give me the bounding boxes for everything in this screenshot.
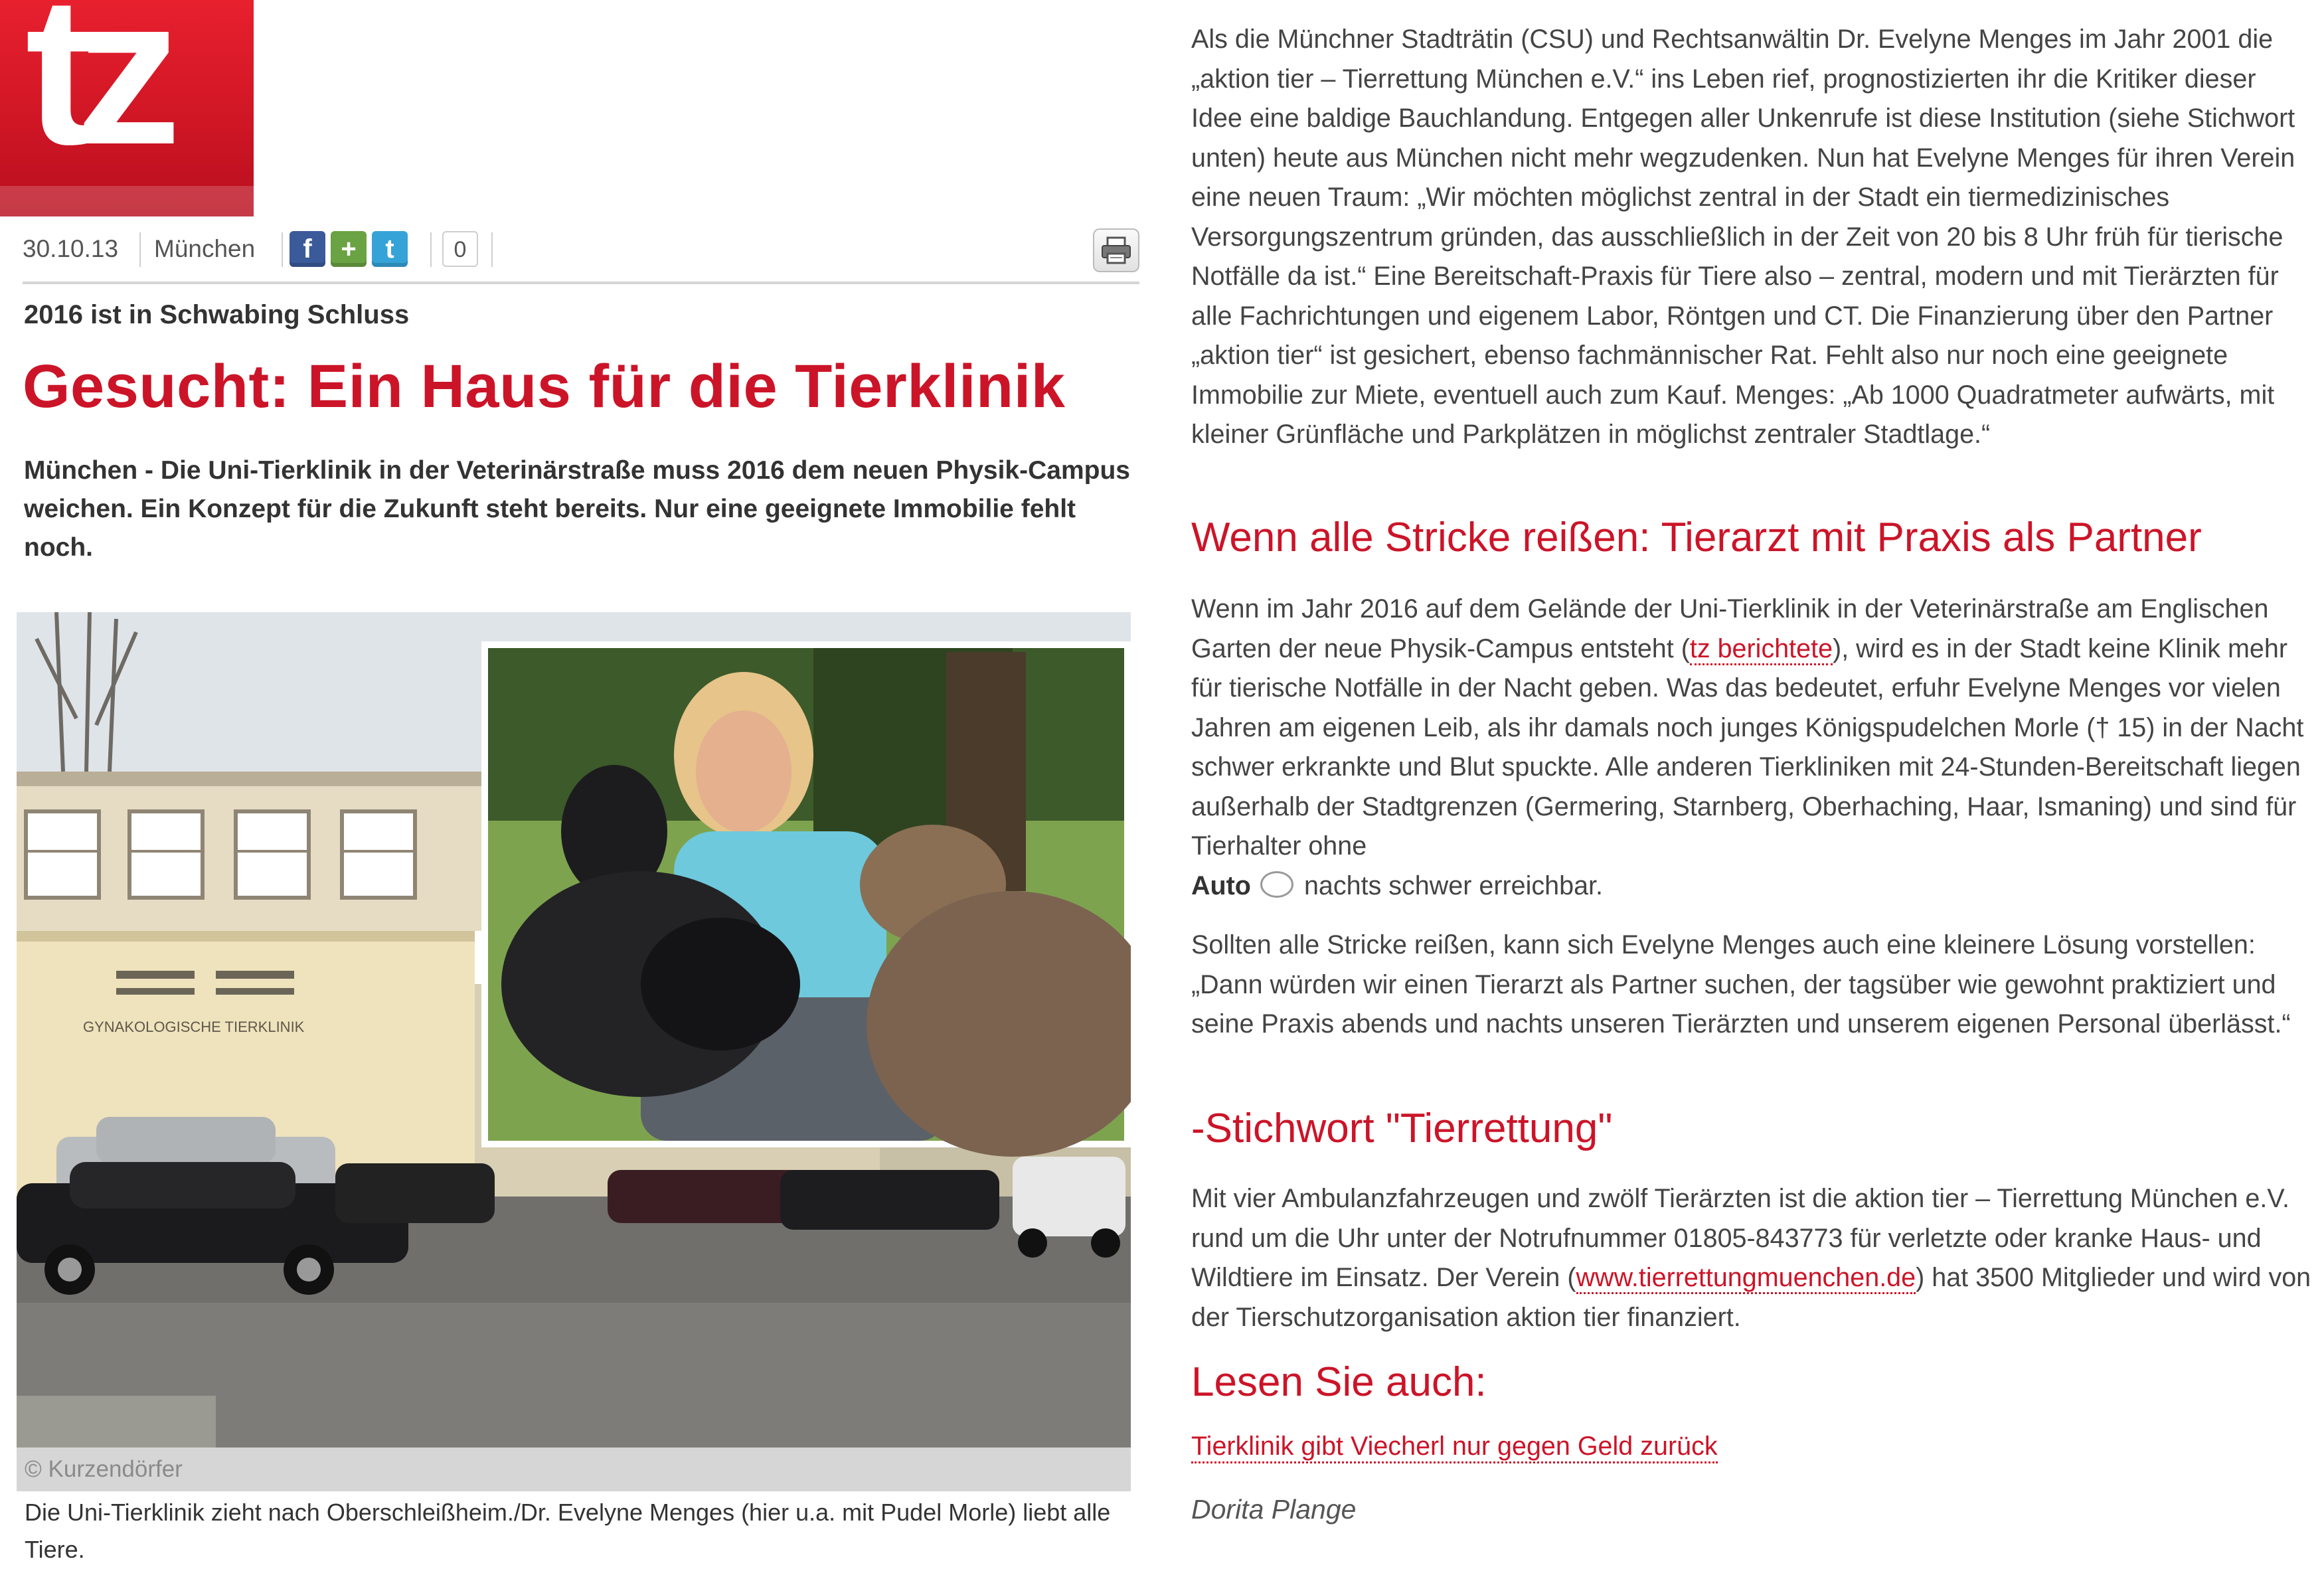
- article-photo[interactable]: [17, 612, 1131, 1448]
- paragraph-text: Wenn im Jahr 2016 auf dem Gelände der Uni-Tierklinik in der Veterinärstraße am Englischen Garten der neue Physik-Campus entsteht (: [1191, 594, 2269, 663]
- meta-divider: [430, 232, 432, 267]
- meta-divider: [282, 232, 283, 267]
- inset-portrait-photo: [488, 648, 1131, 1157]
- tz-berichtete-link[interactable]: tz berichtete: [1690, 634, 1833, 665]
- logo-text: tz: [25, 0, 161, 189]
- paragraph-text: ) hat 3500 Mitglieder und wird von der Tierschutzorganisation aktion tier finanziert.: [1191, 1263, 2311, 1332]
- photo-credit: © Kurzendörfer: [17, 1448, 1131, 1491]
- subheading: Wenn alle Stricke reißen: Tierarzt mit Praxis als Partner: [1191, 515, 2202, 560]
- meta-divider: [139, 232, 141, 267]
- article-author: Dorita Plange: [1191, 1494, 1357, 1525]
- tierrettung-website-link[interactable]: www.tierrettungmuenchen.de: [1576, 1263, 1916, 1294]
- printer-icon: [1094, 230, 1138, 271]
- article-location: München: [154, 235, 256, 262]
- subheading: Lesen Sie auch:: [1191, 1359, 1487, 1405]
- paragraph-text: nachts schwer erreichbar.: [1303, 870, 1604, 900]
- article-date: 30.10.13: [23, 235, 119, 262]
- article-meta-bar: [23, 226, 1139, 284]
- body-paragraph: Sollten alle Stricke reißen, kann sich Evelyne Menges auch eine kleinere Lösung vorstellen: „Dann würden wir einen Tierarzt als Partner suchen, der tagsüber wie gewohnt praktiziert und seine Praxis abends und nachts unseren Tierärzten und unserem eigenen Personal überlässt.“: [1191, 930, 2291, 1038]
- subheading: -Stichwort "Tierrettung": [1191, 1106, 1613, 1151]
- paragraph-text: Mit vier Ambulanzfahrzeugen und zwölf Tierärzten ist die aktion tier – Tierrettung München e.V. rund um die Uhr unter der Notrufnummer 01805-843773 für verletzte oder kranke Haus- und Wildtiere im Einsatz. Der Verein (: [1191, 1184, 2290, 1292]
- tz-logo[interactable]: [0, 0, 254, 216]
- keyword-info-icon[interactable]: [1260, 871, 1293, 898]
- print-button[interactable]: [1093, 228, 1139, 272]
- logo-shade: [0, 186, 254, 216]
- body-paragraph: [1191, 590, 2313, 906]
- auto-keyword[interactable]: Auto: [1191, 870, 1251, 900]
- google-plus-icon[interactable]: +: [331, 231, 367, 267]
- building-sign-text: GYNAKOLOGISCHE TIERKLINIK: [83, 1019, 305, 1035]
- twitter-icon[interactable]: t: [372, 231, 408, 267]
- paragraph-text: ), wird es in der Stadt keine Klinik mehr für tierische Notfälle in der Nacht geben. Was das bedeutet, erfuhr Evelyne Menges vor vielen Jahren am eigenen Leib, als ihr damals noch junges Königspudelchen Morle († 15) in der Nacht schwer erkrankte und Blut spuckte. Alle anderen Tierkliniken mit 24-Stunden-Bereitschaft liegen außerhalb der Stadtgrenzen (Germering, Starnberg, Oberhaching, Haar, Ismaning) und sind für Tierhalter ohne: [1191, 633, 2304, 861]
- related-article-link[interactable]: Tierklinik gibt Viecherl nur gegen Geld zurück: [1191, 1432, 1718, 1463]
- body-paragraph: [1191, 1179, 2313, 1337]
- article-teaser: München - Die Uni-Tierklinik in der Veterinärstraße muss 2016 dem neuen Physik-Campus weichen. Ein Konzept für die Zukunft steht bereits. Nur eine geeignete Immobilie fehlt noch.: [24, 456, 1130, 562]
- photo-caption: Die Uni-Tierklinik zieht nach Oberschleißheim./Dr. Evelyne Menges (hier u.a. mit Pudel Morle) liebt alle Tiere.: [25, 1499, 1111, 1563]
- article-kicker: 2016 ist in Schwabing Schluss: [24, 300, 410, 329]
- share-count-badge: 0: [442, 231, 478, 267]
- meta-divider: [491, 232, 493, 267]
- article-headline: Gesucht: Ein Haus für die Tierklinik: [23, 353, 1066, 420]
- facebook-icon[interactable]: f: [290, 231, 325, 267]
- body-paragraph: Als die Münchner Stadträtin (CSU) und Rechtsanwältin Dr. Evelyne Menges im Jahr 2001 die „aktion tier – Tierrettung München e.V.“ ins Leben rief, prognostizierten ihr die Kritiker dieser Idee eine baldige Bauchlandung. Entgegen aller Unkenrufe ist diese Institution (siehe Stichwort unten) heute aus München nicht mehr wegzudenken. Nun hat Evelyne Menges für ihren Verein eine neuen Traum: „Wir möchten möglichst zentral in der Stadt ein tiermedizinisches Versorgungszentrum gründen, das ausschließlich in der Zeit von 20 bis 8 Uhr früh für tierische Notfälle da ist.“ Eine Bereitschaft-Praxis für Tiere also – zentral, modern und mit Tierärzten für alle Fachrichtungen und eigenem Labor, Röntgen und CT. Die Finanzierung über den Partner „aktion tier“ ist gesichert, ebenso fachmännischer Rat. Fehlt also nur noch eine geeignete Immobilie zur Miete, eventuell auch zum Kauf. Menges: „Ab 1000 Quadratmeter aufwärts, mit kleiner Grünfläche und Parkplätzen in möglichst zentraler Stadtlage.“: [1191, 25, 2295, 449]
